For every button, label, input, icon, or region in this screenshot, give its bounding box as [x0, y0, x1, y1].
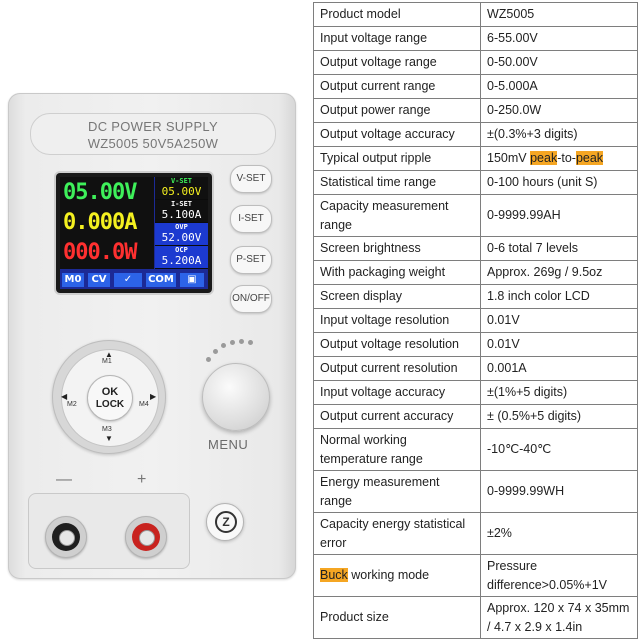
p-set-button[interactable]: P-SET — [230, 246, 272, 274]
spec-value: -10℃-40℃ — [481, 429, 638, 471]
iset-key: I-SET — [170, 200, 193, 208]
current-readout: 0.000A — [63, 210, 137, 235]
spec-label: Screen brightness — [314, 237, 481, 261]
power-logo-icon[interactable]: Z — [206, 503, 244, 541]
minus-label: — — [56, 471, 72, 488]
ovp-box — [155, 223, 208, 245]
spec-row — [314, 555, 638, 597]
spec-value: 0-6 total 7 levels — [481, 237, 638, 261]
spec-row — [314, 3, 638, 27]
spec-value: Approx. 120 x 74 x 35mm / 4.7 x 2.9 x 1.4in — [481, 597, 638, 639]
spec-label: Output current accuracy — [314, 405, 481, 429]
title-plate — [30, 113, 276, 155]
power-readout: 000.0W — [63, 240, 137, 265]
ovp-value: 52.00V — [161, 231, 202, 244]
spec-label: Input voltage resolution — [314, 309, 481, 333]
m4-label[interactable]: M4 — [139, 401, 149, 408]
menu-label: MENU — [208, 437, 249, 452]
spec-label: Energy measurement range — [314, 471, 481, 513]
ovp-key: OVP — [175, 223, 188, 231]
spec-row — [314, 597, 638, 639]
spec-value: 6-55.00V — [481, 27, 638, 51]
vset-box — [155, 177, 208, 199]
spec-row — [314, 513, 638, 555]
spec-row — [314, 471, 638, 513]
spec-label: Product model — [314, 3, 481, 27]
spec-label: Output voltage range — [314, 51, 481, 75]
setpoint-panel — [155, 177, 208, 269]
spec-label: Output voltage accuracy — [314, 123, 481, 147]
spec-row — [314, 51, 638, 75]
spec-label: Capacity measurement range — [314, 195, 481, 237]
spec-value: 0-9999.99WH — [481, 471, 638, 513]
spec-value: ±2% — [481, 513, 638, 555]
lock-label: LOCK — [95, 399, 125, 410]
record-icon: ▣ — [180, 273, 204, 287]
direction-pad — [52, 340, 166, 454]
ok-lock-button[interactable] — [87, 375, 133, 421]
ocp-box — [155, 246, 208, 268]
device-model: WZ5005 50V5A250W — [87, 136, 219, 151]
device-title: DC POWER SUPPLY — [88, 119, 218, 134]
main-readout — [60, 177, 154, 269]
spec-label: Statistical time range — [314, 171, 481, 195]
spec-row — [314, 405, 638, 429]
status-com: COM — [146, 273, 176, 287]
spec-row — [314, 27, 638, 51]
spec-label: Capacity energy statistical error — [314, 513, 481, 555]
spec-value: 0-250.0W — [481, 99, 638, 123]
up-arrow-icon[interactable]: ▲ — [105, 350, 113, 359]
spec-value: 0.01V — [481, 309, 638, 333]
spec-value: WZ5005 — [481, 3, 638, 27]
spec-value: ± (0.5%+5 digits) — [481, 405, 638, 429]
left-arrow-icon[interactable]: ◀ — [61, 392, 68, 401]
spec-value: ±(0.3%+3 digits) — [481, 123, 638, 147]
spec-row — [314, 99, 638, 123]
spec-row — [314, 147, 638, 171]
output-terminal-panel — [28, 493, 190, 569]
spec-label: Input voltage range — [314, 27, 481, 51]
lcd-screen — [56, 173, 212, 293]
vset-key: V-SET — [170, 177, 193, 185]
spec-row — [314, 195, 638, 237]
spec-value — [481, 147, 638, 171]
spec-label: Output voltage resolution — [314, 333, 481, 357]
spec-row — [314, 171, 638, 195]
spec-value: Approx. 269g / 9.5oz — [481, 261, 638, 285]
m1-label[interactable]: M1 — [102, 358, 112, 365]
spec-row — [314, 261, 638, 285]
positive-terminal[interactable] — [125, 516, 167, 558]
highlight-buck: Buck — [320, 568, 348, 582]
power-supply-device — [8, 93, 296, 579]
i-set-button[interactable]: I-SET — [230, 205, 272, 233]
m3-label[interactable]: M3 — [102, 426, 112, 433]
spec-label: Output current range — [314, 75, 481, 99]
spec-row — [314, 429, 638, 471]
spec-row — [314, 285, 638, 309]
iset-box — [155, 200, 208, 222]
v-set-button[interactable]: V-SET — [230, 165, 272, 193]
spec-label: With packaging weight — [314, 261, 481, 285]
spec-value: 0.001A — [481, 357, 638, 381]
spec-value: Pressure difference>0.05%+1V — [481, 555, 638, 597]
spec-label: Screen display — [314, 285, 481, 309]
spec-value: 0-50.00V — [481, 51, 638, 75]
spec-label: Output power range — [314, 99, 481, 123]
spec-value: 0-5.000A — [481, 75, 638, 99]
spec-label: Product size — [314, 597, 481, 639]
spec-row — [314, 333, 638, 357]
spec-label: Buck working mode — [314, 555, 481, 597]
status-mode: CV — [88, 273, 110, 287]
spec-row — [314, 381, 638, 405]
highlight-peak: peak — [530, 151, 558, 165]
spec-label: Normal working temperature range — [314, 429, 481, 471]
spec-row — [314, 237, 638, 261]
specification-table — [313, 2, 638, 639]
plus-label: + — [137, 471, 147, 488]
spec-row — [314, 123, 638, 147]
spec-row — [314, 357, 638, 381]
ok-label: OK — [101, 386, 119, 398]
spec-value: ±(1%+5 digits) — [481, 381, 638, 405]
iset-value: 5.100A — [161, 208, 202, 221]
spec-value: 0-100 hours (unit S) — [481, 171, 638, 195]
spec-value: 1.8 inch color LCD — [481, 285, 638, 309]
spec-value: 0-9999.99AH — [481, 195, 638, 237]
menu-rotary-knob[interactable] — [202, 363, 270, 431]
check-icon: ✓ — [114, 273, 142, 287]
status-bar — [60, 271, 208, 289]
spec-row — [314, 309, 638, 333]
spec-value: 0.01V — [481, 333, 638, 357]
ripple-value: 150mV — [487, 151, 531, 165]
ocp-key: OCP — [175, 246, 188, 254]
spec-label: Input voltage accuracy — [314, 381, 481, 405]
down-arrow-icon[interactable]: ▼ — [105, 434, 113, 443]
negative-terminal[interactable] — [45, 516, 87, 558]
right-arrow-icon[interactable]: ▶ — [150, 392, 157, 401]
status-memory: M0 — [62, 273, 84, 287]
ocp-value: 5.200A — [161, 254, 202, 267]
spec-row — [314, 75, 638, 99]
spec-label: Typical output ripple — [314, 147, 481, 171]
m2-label[interactable]: M2 — [67, 401, 77, 408]
on-off-button[interactable]: ON/OFF — [230, 285, 272, 313]
ripple-to: -to- — [557, 151, 576, 165]
spec-label: Output current resolution — [314, 357, 481, 381]
vset-value: 05.00V — [161, 185, 202, 198]
highlight-peak: peak — [575, 151, 604, 165]
voltage-readout: 05.00V — [63, 180, 137, 205]
